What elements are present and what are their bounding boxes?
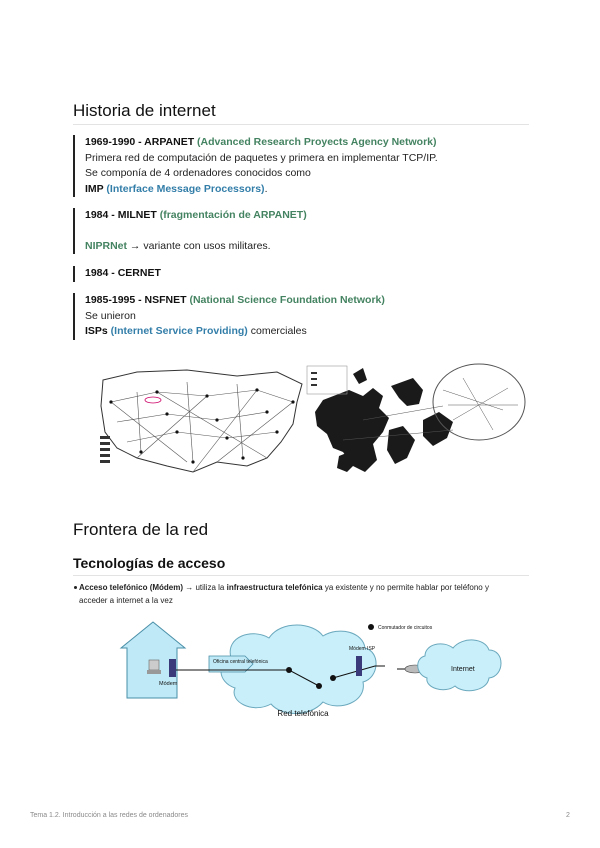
period: . bbox=[264, 182, 268, 195]
quote-nsfnet bbox=[73, 293, 385, 340]
modem-icon bbox=[169, 659, 176, 677]
nipr-text: → variante con usos militares. bbox=[127, 239, 271, 252]
isp-end: comerciales bbox=[247, 325, 307, 337]
arpanet-title-line bbox=[85, 135, 438, 151]
year: 1984 - bbox=[85, 267, 118, 279]
year: 1985-1995 - bbox=[85, 294, 145, 306]
label-internet: Internet bbox=[451, 666, 475, 673]
imp-meaning: (Interface Message Processors) bbox=[103, 182, 265, 195]
legend-label: Conmutador de circuitos bbox=[378, 625, 433, 631]
label-red-telefonica: Red telefónica bbox=[277, 709, 329, 718]
footer-page-number: 2 bbox=[566, 812, 570, 819]
quote-cernet bbox=[73, 266, 161, 282]
nipr-term: NIPRNet bbox=[85, 239, 128, 252]
isp-meaning: (Internet Service Providing) bbox=[107, 325, 248, 337]
legend-switch-icon bbox=[368, 624, 374, 630]
bullet-text: ya existente y no permite hablar por teléfono y acceder a internet a la vez bbox=[79, 583, 489, 605]
text-line: Se unieron bbox=[85, 309, 136, 322]
imp-line bbox=[85, 182, 438, 198]
isp-line bbox=[85, 324, 385, 340]
blank-line bbox=[85, 224, 307, 239]
isp-term: ISPs bbox=[85, 325, 108, 337]
switch-node bbox=[316, 683, 322, 689]
switch-node bbox=[330, 675, 336, 681]
nipr-line bbox=[85, 239, 307, 255]
text-line: Primera red de computación de paquetes y primera en implementar TCP/IP. bbox=[85, 151, 438, 164]
network-name: ARPANET bbox=[144, 136, 195, 148]
network-meaning: (National Science Foundation Network) bbox=[186, 294, 385, 306]
text-line: Se componía de 4 ordenadores conocidos como bbox=[85, 167, 311, 179]
network-name: MILNET bbox=[117, 209, 157, 221]
quote-arpanet bbox=[73, 135, 438, 197]
quote-milnet bbox=[73, 208, 307, 254]
network-name: NSFNET bbox=[144, 294, 187, 306]
label-central-office: Oficina central telefónica bbox=[213, 659, 268, 665]
network-meaning: (fragmentación de ARPANET) bbox=[156, 209, 307, 221]
network-meaning: (Advanced Research Proyects Agency Network) bbox=[194, 136, 437, 148]
europe-network-map-image bbox=[303, 360, 527, 480]
keyboard-icon bbox=[147, 670, 161, 674]
heading-tecnologias: Tecnologías de acceso bbox=[73, 555, 226, 571]
nsfnet-title-line bbox=[85, 293, 385, 309]
heading-frontera: Frontera de la red bbox=[73, 520, 209, 539]
divider bbox=[73, 124, 529, 125]
cernet-title-line bbox=[85, 266, 161, 282]
bullet-acceso-telefonico bbox=[79, 582, 519, 607]
dialup-diagram bbox=[113, 616, 503, 726]
year: 1969-1990 - bbox=[85, 136, 145, 148]
label-modem-isp: Módem ISP bbox=[349, 646, 376, 652]
imp-term: IMP bbox=[85, 182, 104, 195]
heading-historia: Historia de internet bbox=[73, 101, 216, 120]
footer-title: Tema 1.2. Introducción a las redes de ordenadores bbox=[30, 812, 188, 819]
us-network-map-image bbox=[97, 362, 309, 478]
bullet-dot bbox=[74, 586, 77, 589]
milnet-title-line bbox=[85, 208, 307, 224]
switch-node bbox=[286, 667, 292, 673]
divider bbox=[73, 575, 529, 576]
isp-modem-icon bbox=[356, 656, 362, 676]
label-modem-left: Módem bbox=[159, 681, 178, 687]
network-name: CERNET bbox=[117, 267, 161, 279]
bullet-term: infraestructura telefónica bbox=[226, 583, 323, 592]
bullet-text: → utiliza la bbox=[183, 583, 227, 592]
year: 1984 - bbox=[85, 209, 118, 221]
computer-icon bbox=[149, 660, 159, 670]
bullet-term: Acceso telefónico (Módem) bbox=[79, 583, 184, 592]
